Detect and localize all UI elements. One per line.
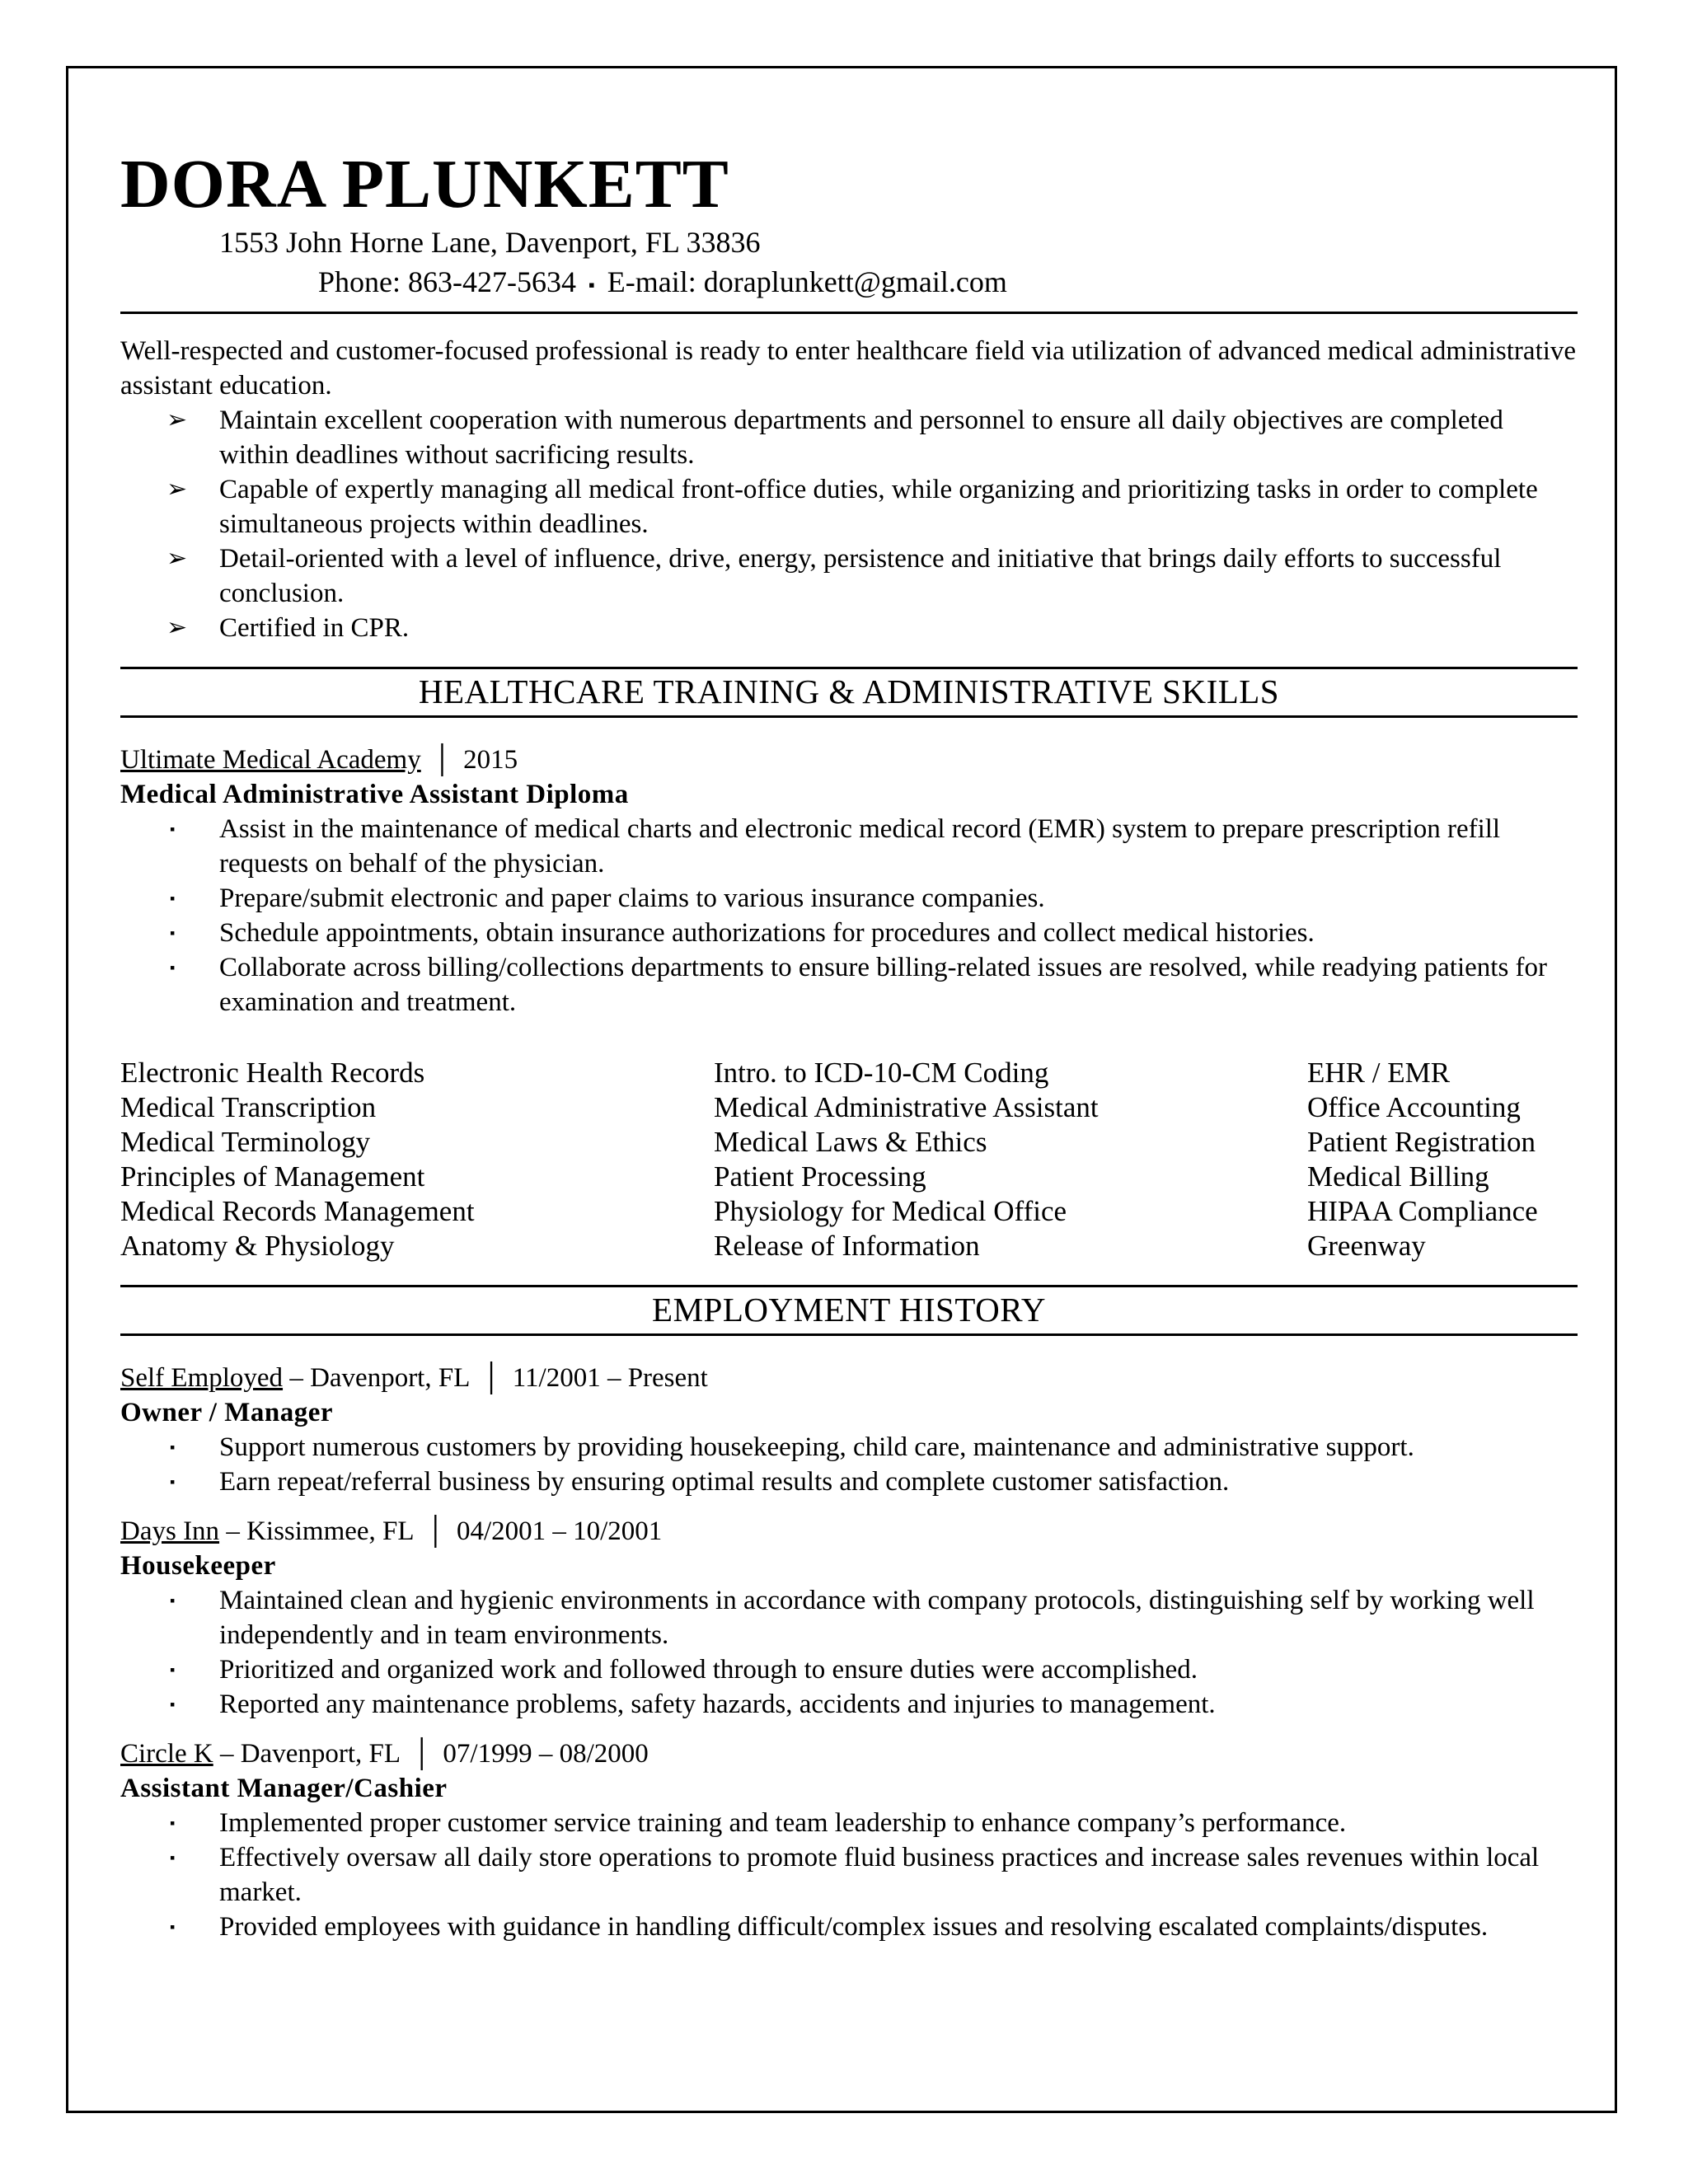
contact-line [120, 262, 1578, 305]
list-item-text: Certified in CPR. [219, 612, 410, 643]
address: 1553 John Horne Lane, Davenport, FL 33836 [219, 226, 761, 259]
job-title: Owner / Manager [120, 1397, 334, 1427]
skill-item: EHR / EMR [1307, 1056, 1451, 1089]
square-bullet-icon: ▪ [170, 1591, 176, 1609]
training-entry [120, 743, 1578, 1019]
employer-name: Circle K [120, 1738, 213, 1769]
skill-item: HIPAA Compliance [1307, 1194, 1538, 1227]
list-item-text: Reported any maintenance problems, safety hazards, accidents and injuries to management. [219, 1689, 1216, 1719]
email: E-mail: doraplunkett@gmail.com [607, 265, 1007, 298]
square-bullet-icon: ▪ [170, 1695, 176, 1713]
square-bullet-icon: ▪ [170, 820, 176, 837]
job-header [120, 1361, 1578, 1395]
list-item [120, 472, 1578, 541]
skill-item: Physiology for Medical Office [714, 1194, 1067, 1227]
skill-item: Office Accounting [1307, 1090, 1521, 1123]
list-item-text: Capable of expertly managing all medical front-office duties, while organizing and prioritizing tasks in order to complete simultaneous projects within deadlines. [219, 474, 1538, 539]
skill-item: Medical Billing [1307, 1160, 1489, 1193]
skills-column [714, 1056, 1307, 1263]
employer-name: Self Employed [120, 1362, 284, 1393]
list-item [120, 881, 1578, 916]
training-duties-list [120, 812, 1578, 1019]
skill-item: Patient Registration [1307, 1125, 1536, 1158]
skill-item: Medical Administrative Assistant [714, 1090, 1099, 1123]
list-item-text: Schedule appointments, obtain insurance authorizations for procedures and collect medical histories. [219, 917, 1315, 948]
job-dates: 11/2001 – Present [512, 1362, 708, 1393]
list-item-text: Effectively oversaw all daily store operations to promote fluid business practices and increase sales revenues within local market. [219, 1842, 1540, 1907]
section-divider [120, 1333, 1578, 1336]
job-entry [120, 1736, 1578, 1944]
list-item [120, 1652, 1578, 1687]
skill-item: Medical Records Management [120, 1194, 475, 1227]
skill-item: Patient Processing [714, 1160, 926, 1193]
job-header [120, 1736, 1578, 1771]
list-item [120, 1687, 1578, 1722]
resume-content [120, 147, 1578, 1944]
training-heading-block [120, 667, 1578, 718]
job-location: – Davenport, FL [213, 1738, 401, 1769]
divider-bar: │ [481, 1362, 501, 1393]
list-item [120, 812, 1578, 881]
phone: Phone: 863-427-5634 [318, 265, 576, 298]
job-title: Assistant Manager/Cashier [120, 1773, 448, 1803]
square-bullet-icon: ▪ [170, 889, 176, 907]
list-item [120, 1465, 1578, 1499]
job-duties-list [120, 1583, 1578, 1722]
separator-icon: ▪ [588, 274, 595, 295]
list-item [120, 1910, 1578, 1944]
square-bullet-icon: ▪ [170, 1918, 176, 1935]
list-item-text: Prioritized and organized work and followed through to ensure duties were accomplished. [219, 1654, 1198, 1685]
job-location: – Davenport, FL [283, 1362, 471, 1393]
list-item [120, 1806, 1578, 1840]
skill-item: Medical Laws & Ethics [714, 1125, 987, 1158]
skill-item: Principles of Management [120, 1160, 425, 1193]
summary-list [120, 403, 1578, 645]
employment-heading-block [120, 1285, 1578, 1336]
list-item [120, 403, 1578, 472]
summary-section [120, 334, 1578, 645]
arrow-bullet-icon: ➢ [166, 405, 188, 434]
skills-grid [120, 1056, 1578, 1263]
job-duties-list [120, 1430, 1578, 1499]
list-item-text: Assist in the maintenance of medical charts and electronic medical record (EMR) system to prepare prescription refill requests on behalf of the physician. [219, 813, 1501, 879]
summary-intro: Well-respected and customer-focused professional is ready to enter healthcare field via utilization of advanced medical administrative assistant education. [120, 335, 1577, 401]
credential-title: Medical Administrative Assistant Diploma [120, 779, 629, 809]
arrow-bullet-icon: ➢ [166, 475, 188, 503]
square-bullet-icon: ▪ [170, 1473, 176, 1490]
skill-item: Electronic Health Records [120, 1056, 425, 1089]
list-item [120, 1840, 1578, 1910]
job-duties-list [120, 1806, 1578, 1944]
square-bullet-icon: ▪ [170, 924, 176, 941]
skills-column [120, 1056, 714, 1263]
list-item [120, 1583, 1578, 1652]
training-year: 2015 [463, 744, 518, 775]
list-item-text: Detail-oriented with a level of influence, drive, energy, persistence and initiative that brings daily efforts to successful conclusion. [219, 543, 1502, 608]
skill-item: Intro. to ICD-10-CM Coding [714, 1056, 1049, 1089]
job-header [120, 1514, 1578, 1549]
list-item [120, 611, 1578, 645]
list-item-text: Implemented proper customer service training and team leadership to enhance company’s performance. [219, 1807, 1347, 1838]
job-dates: 04/2001 – 10/2001 [456, 1516, 663, 1546]
arrow-bullet-icon: ➢ [166, 613, 188, 641]
list-item [120, 950, 1578, 1019]
section-divider [120, 715, 1578, 718]
job-dates: 07/1999 – 08/2000 [443, 1738, 649, 1769]
divider-bar: │ [425, 1516, 445, 1546]
job-location: – Kissimmee, FL [219, 1516, 415, 1546]
job-entry [120, 1514, 1578, 1722]
divider-bar: │ [432, 744, 452, 775]
list-item-text: Collaborate across billing/collections departments to ensure billing-related issues are resolved, while readying patients for examination and treatment. [219, 952, 1548, 1017]
skill-item: Anatomy & Physiology [120, 1229, 395, 1262]
list-item-text: Maintained clean and hygienic environments in accordance with company protocols, distinguishing self by working well independently and in team environments. [219, 1585, 1535, 1650]
section-title-employment: EMPLOYMENT HISTORY [652, 1290, 1046, 1329]
skill-item: Release of Information [714, 1229, 980, 1262]
square-bullet-icon: ▪ [170, 958, 176, 976]
square-bullet-icon: ▪ [170, 1661, 176, 1678]
list-item [120, 541, 1578, 611]
list-item-text: Provided employees with guidance in handling difficult/complex issues and resolving escalated complaints/disputes. [219, 1911, 1489, 1942]
school-name: Ultimate Medical Academy [120, 744, 421, 775]
training-entry-header [120, 743, 1578, 777]
skills-column [1307, 1056, 1578, 1263]
square-bullet-icon: ▪ [170, 1849, 176, 1866]
square-bullet-icon: ▪ [170, 1438, 176, 1455]
candidate-name: DORA PLUNKETT [120, 146, 729, 223]
section-title-training: HEALTHCARE TRAINING & ADMINISTRATIVE SKILLS [418, 672, 1280, 710]
arrow-bullet-icon: ➢ [166, 544, 188, 572]
square-bullet-icon: ▪ [170, 1814, 176, 1831]
list-item-text: Prepare/submit electronic and paper claims to various insurance companies. [219, 883, 1045, 913]
skill-item: Medical Transcription [120, 1090, 377, 1123]
divider-bar: │ [412, 1738, 432, 1769]
list-item-text: Maintain excellent cooperation with numerous departments and personnel to ensure all daily objectives are completed within deadlines without sacrificing results. [219, 405, 1503, 470]
job-entry [120, 1361, 1578, 1499]
job-title: Housekeeper [120, 1550, 276, 1581]
header-divider [120, 312, 1578, 314]
employer-name: Days Inn [120, 1516, 220, 1546]
skill-item: Medical Terminology [120, 1125, 371, 1158]
list-item-text: Support numerous customers by providing housekeeping, child care, maintenance and administrative support. [219, 1432, 1414, 1462]
list-item-text: Earn repeat/referral business by ensuring optimal results and complete customer satisfaction. [219, 1466, 1230, 1497]
skill-item: Greenway [1307, 1229, 1426, 1262]
list-item [120, 916, 1578, 950]
list-item [120, 1430, 1578, 1465]
